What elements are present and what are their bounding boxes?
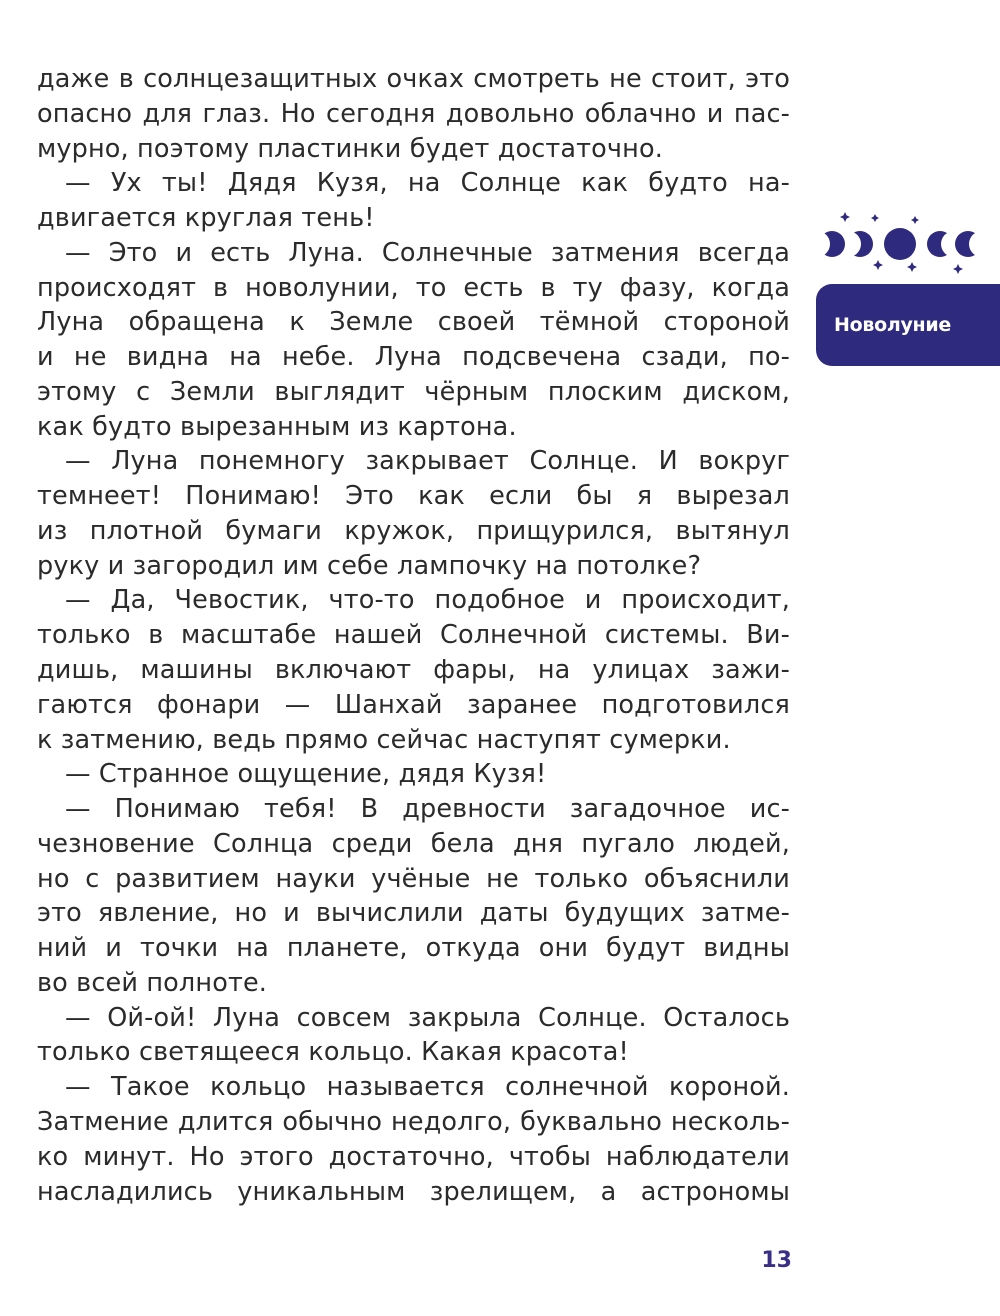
- text-line: как будто вырезанным из картона.: [37, 411, 517, 442]
- text-line: — Ух ты! Дядя Кузя, на Солнце как будто на-: [65, 168, 790, 199]
- text-line: — Странное ощущение, дядя Кузя!: [65, 759, 547, 790]
- page-number: 13: [761, 1248, 792, 1273]
- text-line: опасно для глаз. Но сегодня довольно облачно и пас-: [37, 98, 790, 129]
- text-line: — Ой-ой! Луна совсем закрыла Солнце. Осталось: [65, 1002, 790, 1033]
- text-line: Затмение длится обычно недолго, буквально несколь-: [37, 1106, 790, 1137]
- text-line: даже в солнцезащитных очках смотреть не стоит, это: [37, 64, 790, 94]
- text-line: происходят в новолунии, то есть в ту фазу, когда: [37, 272, 790, 303]
- text-line: из плотной бумаги кружок, прищурился, вытянул: [37, 515, 790, 546]
- text-line: — Понимаю тебя! В древности загадочное ис-: [65, 794, 790, 825]
- text-line: — Да, Чевостик, что-то подобное и происходит,: [65, 585, 790, 616]
- text-line: — Такое кольцо называется солнечной короной.: [65, 1072, 790, 1103]
- text-line: дишь, машины включают фары, на улицах зажи-: [37, 655, 790, 686]
- text-line: гаются фонари — Шанхай заранее подготовился: [37, 689, 790, 720]
- text-line: но с развитием науки учёные не только объяснили: [37, 863, 790, 894]
- text-line: мурно, поэтому пластинки будет достаточно.: [37, 133, 663, 164]
- text-line: — Луна понемногу закрывает Солнце. И вокруг: [65, 446, 790, 477]
- text-line: — Это и есть Луна. Солнечные затмения всегда: [65, 237, 790, 268]
- text-line: к затмению, ведь прямо сейчас наступят сумерки.: [37, 724, 731, 755]
- text-line: только светящееся кольцо. Какая красота!: [37, 1037, 629, 1068]
- text-line: двигается круглая тень!: [37, 203, 375, 234]
- text-line: и не видна на небе. Луна подсвечена сзади, по-: [37, 342, 790, 373]
- text-line: чезновение Солнца среди бела дня пугало людей,: [37, 828, 790, 859]
- section-tab: [816, 284, 1000, 366]
- text-line: ний и точки на планете, откуда они будут видны: [37, 933, 790, 964]
- text-line: насладились уникальным зрелищем, а астрономы: [37, 1176, 790, 1207]
- text-line: руку и загородил им себе лампочку на потолке?: [37, 550, 702, 581]
- section-tab-label: Новолуние: [834, 314, 951, 336]
- text-line: только в масштабе нашей Солнечной системы. Ви-: [37, 620, 790, 651]
- moon-phases-icon: [812, 206, 988, 282]
- text-line: во всей полноте.: [37, 967, 268, 998]
- text-line: этому с Земли выглядит чёрным плоским диском,: [37, 376, 790, 407]
- text-line: это явление, но и вычислили даты будущих затме-: [37, 898, 790, 929]
- text-line: Луна обращена к Земле своей тёмной стороной: [37, 307, 790, 338]
- text-line: ко минут. Но этого достаточно, чтобы наблюдатели: [37, 1141, 790, 1172]
- text-line: темнеет! Понимаю! Это как если бы я вырезал: [37, 481, 790, 512]
- body-text: [37, 62, 790, 1209]
